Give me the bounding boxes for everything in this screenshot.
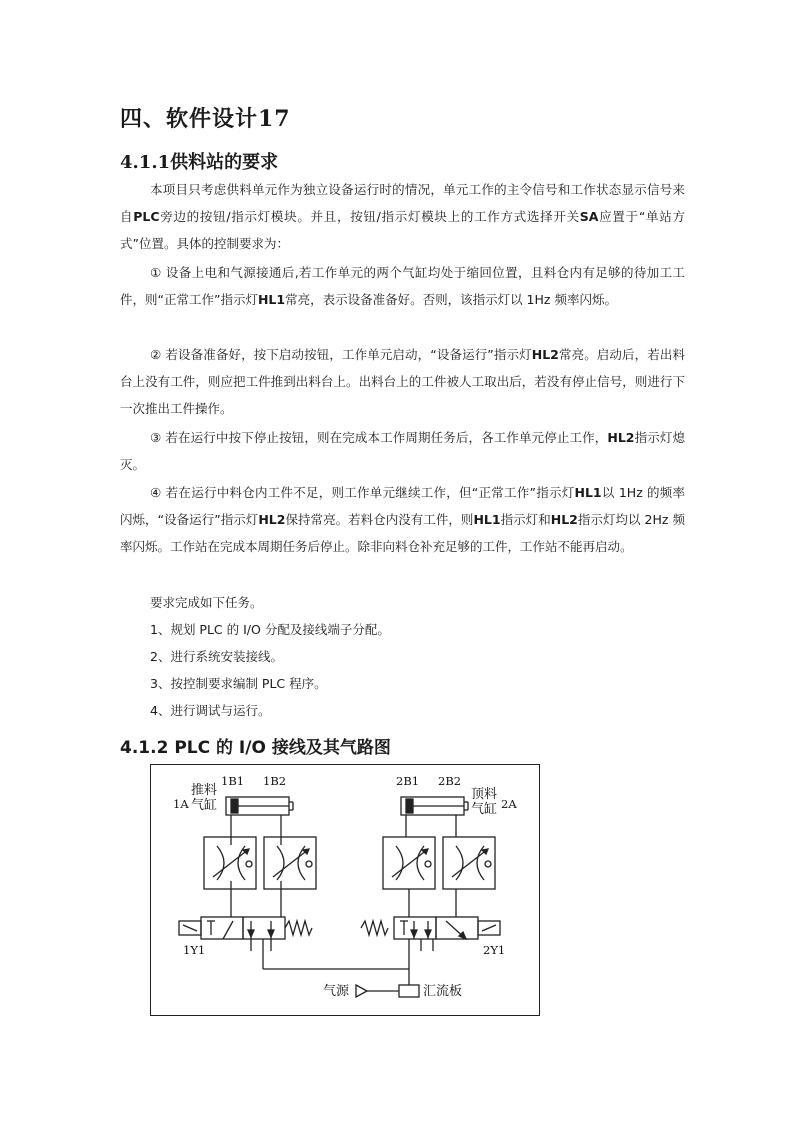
cylinder-2a — [401, 797, 468, 815]
tasks-intro: 要求完成如下任务。 — [150, 595, 263, 610]
requirement-4 — [120, 479, 685, 560]
solenoid-valve-2y1 — [361, 917, 500, 939]
section-heading: 四、软件设计17 — [120, 106, 291, 132]
text-run: 保持常亮。若料仓内没有工件，则 — [285, 512, 474, 527]
requirement-1 — [120, 259, 685, 313]
text-run: 常亮。启动后，若出料台上没有工件，则应把工件推到出料台上。出料台上的工件被人工取出后，若没有停止信号，则进行下一次推出工件操作。 — [120, 347, 685, 416]
text-run: ① 设备上电和气源接通后,若工作单元的两个气缸均处于缩回位置，且料仓内有足够的待加工工件，则“正常工作”指示灯 — [120, 265, 685, 307]
sensor-label-2b1: 2B1 — [396, 774, 420, 788]
text-run: 常亮，表示设备准备好。否则，该指示灯以 1Hz 频率闪烁。 — [285, 292, 617, 307]
task-item: 2、进行系统安装接线。 — [150, 649, 283, 664]
subsection-heading-io-wiring: 4.1.2 PLC 的 I/O 接线及其气路图 — [120, 738, 391, 758]
text-run: ③ 若在运行中按下停止按钮，则在完成本工作周期任务后，各工作单元停止工作， — [150, 430, 608, 445]
text-run: 旁边的按钮/指示灯模块。并且，按钮/指示灯模块上的工作方式选择开关 — [159, 209, 580, 224]
intro-paragraph — [120, 176, 685, 257]
flow-control-valve — [264, 837, 316, 889]
keyword: HL1 — [257, 292, 286, 307]
air-source-symbol — [356, 985, 399, 997]
pneumatic-circuit-diagram — [150, 764, 540, 1016]
text-run: 本项目只考虑供料单元作为独立设备运行时的情况，单元工作的主令信号和工作状态显示信号来自 — [120, 182, 685, 224]
flow-control-valve — [443, 837, 495, 889]
sensor-label-2b2: 2B2 — [438, 774, 462, 788]
keyword: HL2 — [607, 430, 635, 445]
text-run: 指示灯均以 2Hz 频率闪烁。工作站在完成本周期任务后停止。除非向料仓补充足够的工件，工作站不能再启动。 — [120, 512, 685, 554]
keyword: HL2 — [550, 512, 578, 527]
requirement-3 — [120, 424, 685, 478]
task-item: 4、进行调试与运行。 — [150, 703, 271, 718]
keyword: HL1 — [473, 512, 501, 527]
text-run: 应置于“单站方式”位置。具体的控制要求为： — [120, 209, 685, 251]
solenoid-label-2y1: 2Y1 — [483, 943, 506, 957]
text-run: ④ 若在运行中料仓内工件不足，则工作单元继续工作，但“正常工作”指示灯 — [150, 485, 575, 500]
keyword: HL2 — [258, 512, 286, 527]
cylinder-label-2a: 2A — [501, 797, 517, 811]
flow-control-valve — [204, 837, 256, 889]
keyword: SA — [579, 209, 599, 224]
task-item: 3、按控制要求编制 PLC 程序。 — [150, 676, 327, 691]
text-run: ② 若设备准备好，按下启动按钮，工作单元启动，“设备运行”指示灯 — [150, 347, 532, 362]
keyword: HL2 — [531, 347, 559, 362]
air-source-label: 气源 — [323, 984, 350, 999]
manifold-label: 汇流板 — [423, 984, 463, 999]
cylinder-label-1a: 1A — [173, 797, 189, 811]
solenoid-label-1y1: 1Y1 — [183, 943, 206, 957]
manifold-block — [399, 985, 419, 997]
keyword: PLC — [133, 209, 160, 224]
solenoid-valve-1y1 — [179, 917, 312, 939]
subsection-heading-requirements: 4.1.1供料站的要求 — [120, 152, 279, 173]
flow-control-valve — [383, 837, 435, 889]
text-run: 指示灯熄灭。 — [120, 430, 685, 472]
task-item: 1、规划 PLC 的 I/O 分配及接线端子分配。 — [150, 622, 390, 637]
cylinder-name-lift: 顶料 气缸 — [471, 787, 498, 817]
cylinder-name-push: 推料 气缸 — [191, 783, 218, 813]
keyword: HL1 — [574, 485, 602, 500]
text-run: 指示灯和 — [500, 512, 551, 527]
sensor-label-1b2: 1B2 — [263, 774, 287, 788]
sensor-label-1b1: 1B1 — [221, 774, 245, 788]
cylinder-1a — [226, 797, 293, 815]
requirement-2 — [120, 341, 685, 422]
text-run: 以 1Hz 的频率闪烁，“设备运行”指示灯 — [120, 485, 685, 527]
